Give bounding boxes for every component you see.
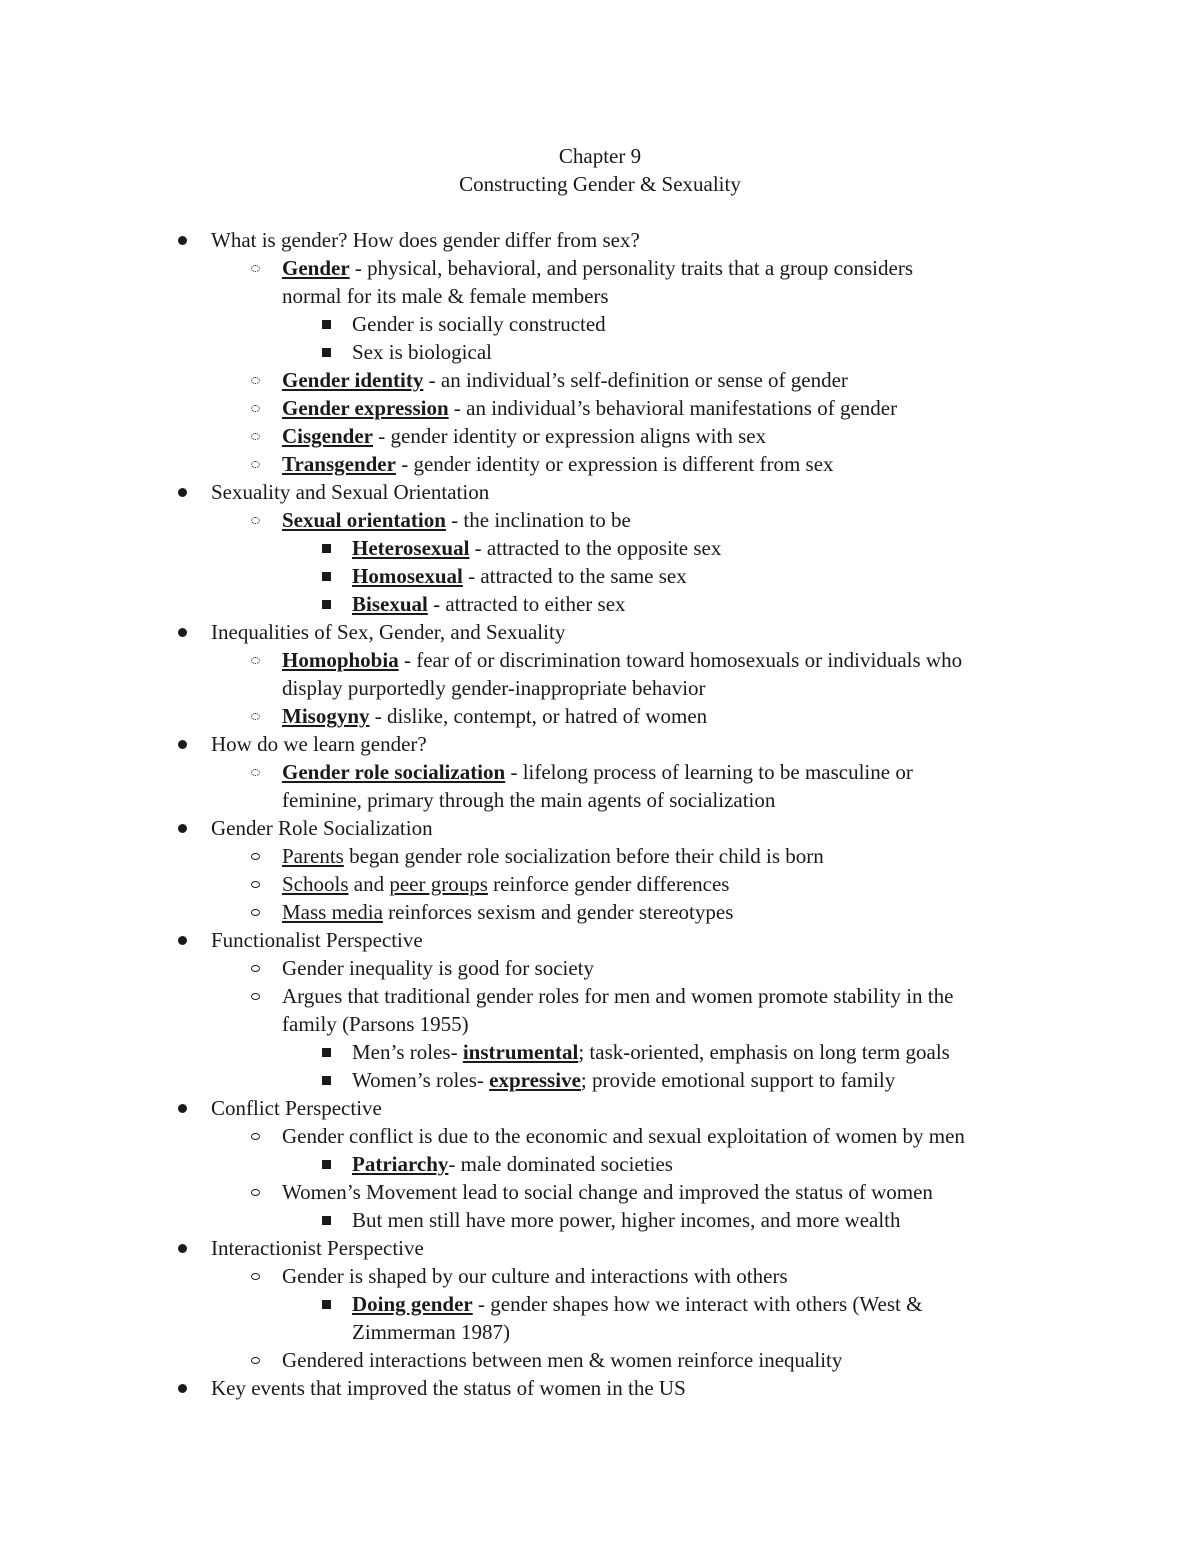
key-term: Homosexual [352,564,463,588]
outline-item-text: reinforce gender differences [487,872,730,896]
outline-item-level-2 [0,1346,1200,1374]
filled-square-bullet-icon [316,534,336,562]
outline-item-text: Gender is socially constructed [352,312,606,336]
outline-item-level-2 [0,506,1200,534]
hollow-circle-bullet-icon [245,954,265,982]
filled-square-bullet-icon [316,562,336,590]
notes-outline [0,226,1200,1402]
outline-item-text: Inequalities of Sex, Gender, and Sexuality [211,620,566,644]
outline-item-text: - the inclination to be [445,508,631,532]
outline-item-level-2 [0,366,1200,394]
outline-item-level-2 [0,1262,1200,1290]
key-term: Transgender [282,452,396,476]
outline-item-level-2 [0,646,1200,674]
outline-item-level-2 [0,1178,1200,1206]
hollow-circle-bullet-icon [245,1122,265,1150]
key-term: expressive [489,1068,581,1092]
filled-square-bullet-icon [316,1066,336,1094]
hollow-circle-bullet-icon [245,254,265,282]
document-header [0,142,1200,198]
filled-circle-bullet-icon [172,730,192,758]
outline-item-level-3 [0,590,1200,618]
outline-item-text: How do we learn gender? [211,732,427,756]
outline-item-level-1 [0,1094,1200,1122]
key-term: Gender identity [282,368,424,392]
hollow-circle-bullet-icon [245,758,265,786]
filled-square-bullet-icon [316,1206,336,1234]
hollow-circle-bullet-icon [245,646,265,674]
outline-item-text: - attracted to the opposite sex [469,536,722,560]
filled-square-bullet-icon [316,310,336,338]
outline-item-text: Sexuality and Sexual Orientation [211,480,490,504]
key-term: Gender expression [282,396,449,420]
outline-item-level-2 [0,786,1200,814]
hollow-circle-bullet-icon [245,394,265,422]
hollow-circle-bullet-icon [245,898,265,926]
outline-item-text: - an individual’s behavioral manifestations of gender [448,396,898,420]
key-term: Parents [282,844,344,868]
chapter-label: Chapter 9 [558,144,642,168]
outline-item-text: Gendered interactions between men & women reinforce inequality [282,1348,843,1372]
outline-item-level-1 [0,478,1200,506]
outline-item-level-2 [0,842,1200,870]
outline-item-level-3 [0,1206,1200,1234]
outline-item-text: - gender identity or expression aligns with sex [373,424,767,448]
key-term: Patriarchy [352,1152,449,1176]
key-term: Gender role socialization [282,760,506,784]
outline-item-level-2 [0,702,1200,730]
outline-item-level-3 [0,1150,1200,1178]
outline-item-level-2 [0,254,1200,282]
outline-item-level-3 [0,1290,1200,1318]
filled-circle-bullet-icon [172,926,192,954]
outline-item-text: and [348,872,390,896]
outline-item-level-1 [0,1374,1200,1402]
outline-item-text: Key events that improved the status of women in the US [211,1376,686,1400]
chapter-title: Constructing Gender & Sexuality [459,172,741,196]
outline-item-level-3 [0,1066,1200,1094]
outline-item-level-2 [0,422,1200,450]
key-term: Misogyny [282,704,370,728]
outline-item-text: - gender identity or expression is different from sex [395,452,834,476]
outline-item-level-1 [0,926,1200,954]
outline-item-text: Gender inequality is good for society [282,956,595,980]
key-term: Sexual orientation [282,508,446,532]
key-term: instrumental [462,1040,579,1064]
outline-item-text: Gender is shaped by our culture and interactions with others [282,1264,788,1288]
outline-item-level-1 [0,1234,1200,1262]
outline-item-level-2 [0,954,1200,982]
outline-item-text: - male dominated societies [448,1152,673,1176]
outline-item-text: But men still have more power, higher incomes, and more wealth [352,1208,901,1232]
outline-item-text: reinforces sexism and gender stereotypes [382,900,734,924]
hollow-circle-bullet-icon [245,506,265,534]
key-term: Schools [282,872,349,896]
outline-item-level-2 [0,870,1200,898]
outline-item-level-2 [0,758,1200,786]
outline-item-text: - dislike, contempt, or hatred of women [369,704,708,728]
outline-item-level-3 [0,338,1200,366]
hollow-circle-bullet-icon [245,366,265,394]
outline-item-level-1 [0,730,1200,758]
outline-item-text: What is gender? How does gender differ from sex? [211,228,640,252]
outline-item-level-3 [0,310,1200,338]
filled-square-bullet-icon [316,1290,336,1318]
hollow-circle-bullet-icon [245,1262,265,1290]
outline-item-text: feminine, primary through the main agents of socialization [282,788,776,812]
outline-item-level-1 [0,226,1200,254]
outline-item-text: Interactionist Perspective [211,1236,424,1260]
outline-item-text: Functionalist Perspective [211,928,423,952]
outline-item-level-2 [0,282,1200,310]
outline-item-level-2 [0,450,1200,478]
outline-item-level-2 [0,674,1200,702]
key-term: Bisexual [352,592,428,616]
filled-circle-bullet-icon [172,1374,192,1402]
outline-item-level-2 [0,982,1200,1010]
hollow-circle-bullet-icon [245,842,265,870]
outline-item-text: Zimmerman 1987) [352,1320,511,1344]
filled-square-bullet-icon [316,1150,336,1178]
hollow-circle-bullet-icon [245,1346,265,1374]
filled-square-bullet-icon [316,1038,336,1066]
outline-item-text: display purportedly gender-inappropriate behavior [282,676,706,700]
hollow-circle-bullet-icon [245,702,265,730]
outline-item-text: - physical, behavioral, and personality traits that a group considers [349,256,913,280]
key-term: peer groups [389,872,488,896]
outline-item-text: Sex is biological [352,340,492,364]
outline-item-level-2 [0,1122,1200,1150]
filled-circle-bullet-icon [172,478,192,506]
outline-item-text: ; provide emotional support to family [580,1068,896,1092]
outline-item-text: - attracted to either sex [427,592,626,616]
outline-item-level-1 [0,814,1200,842]
outline-item-text: normal for its male & female members [282,284,609,308]
outline-item-text: Gender conflict is due to the economic and sexual exploitation of women by men [282,1124,965,1148]
hollow-circle-bullet-icon [245,450,265,478]
outline-item-text: - lifelong process of learning to be masculine or [505,760,913,784]
filled-circle-bullet-icon [172,1234,192,1262]
outline-item-prefix: Women’s roles- [352,1068,490,1092]
filled-square-bullet-icon [316,590,336,618]
filled-circle-bullet-icon [172,618,192,646]
outline-item-level-2 [0,898,1200,926]
outline-item-level-3 [0,562,1200,590]
hollow-circle-bullet-icon [245,982,265,1010]
outline-item-level-1 [0,618,1200,646]
filled-circle-bullet-icon [172,226,192,254]
outline-item-text: - gender shapes how we interact with others (West & [472,1292,923,1316]
outline-item-text: Conflict Perspective [211,1096,382,1120]
outline-item-prefix: Men’s roles- [352,1040,463,1064]
outline-item-text: Gender Role Socialization [211,816,433,840]
outline-item-text: ; task-oriented, emphasis on long term goals [578,1040,950,1064]
outline-item-text: family (Parsons 1955) [282,1012,469,1036]
key-term: Cisgender [282,424,373,448]
outline-item-text: Argues that traditional gender roles for men and women promote stability in the [282,984,954,1008]
filled-square-bullet-icon [316,338,336,366]
hollow-circle-bullet-icon [245,422,265,450]
outline-item-text: - attracted to the same sex [462,564,687,588]
outline-item-text: Women’s Movement lead to social change and improved the status of women [282,1180,933,1204]
outline-item-text: - fear of or discrimination toward homosexuals or individuals who [398,648,963,672]
filled-circle-bullet-icon [172,814,192,842]
outline-item-text: began gender role socialization before their child is born [343,844,824,868]
outline-item-level-3 [0,1318,1200,1346]
hollow-circle-bullet-icon [245,870,265,898]
key-term: Gender [282,256,350,280]
key-term: Mass media [282,900,383,924]
key-term: Homophobia [282,648,399,672]
outline-item-level-2 [0,394,1200,422]
outline-item-level-2 [0,1010,1200,1038]
filled-circle-bullet-icon [172,1094,192,1122]
outline-item-text: - an individual’s self-definition or sense of gender [423,368,848,392]
hollow-circle-bullet-icon [245,1178,265,1206]
outline-item-level-3 [0,1038,1200,1066]
key-term: Heterosexual [352,536,470,560]
key-term: Doing gender [352,1292,473,1316]
outline-item-level-3 [0,534,1200,562]
